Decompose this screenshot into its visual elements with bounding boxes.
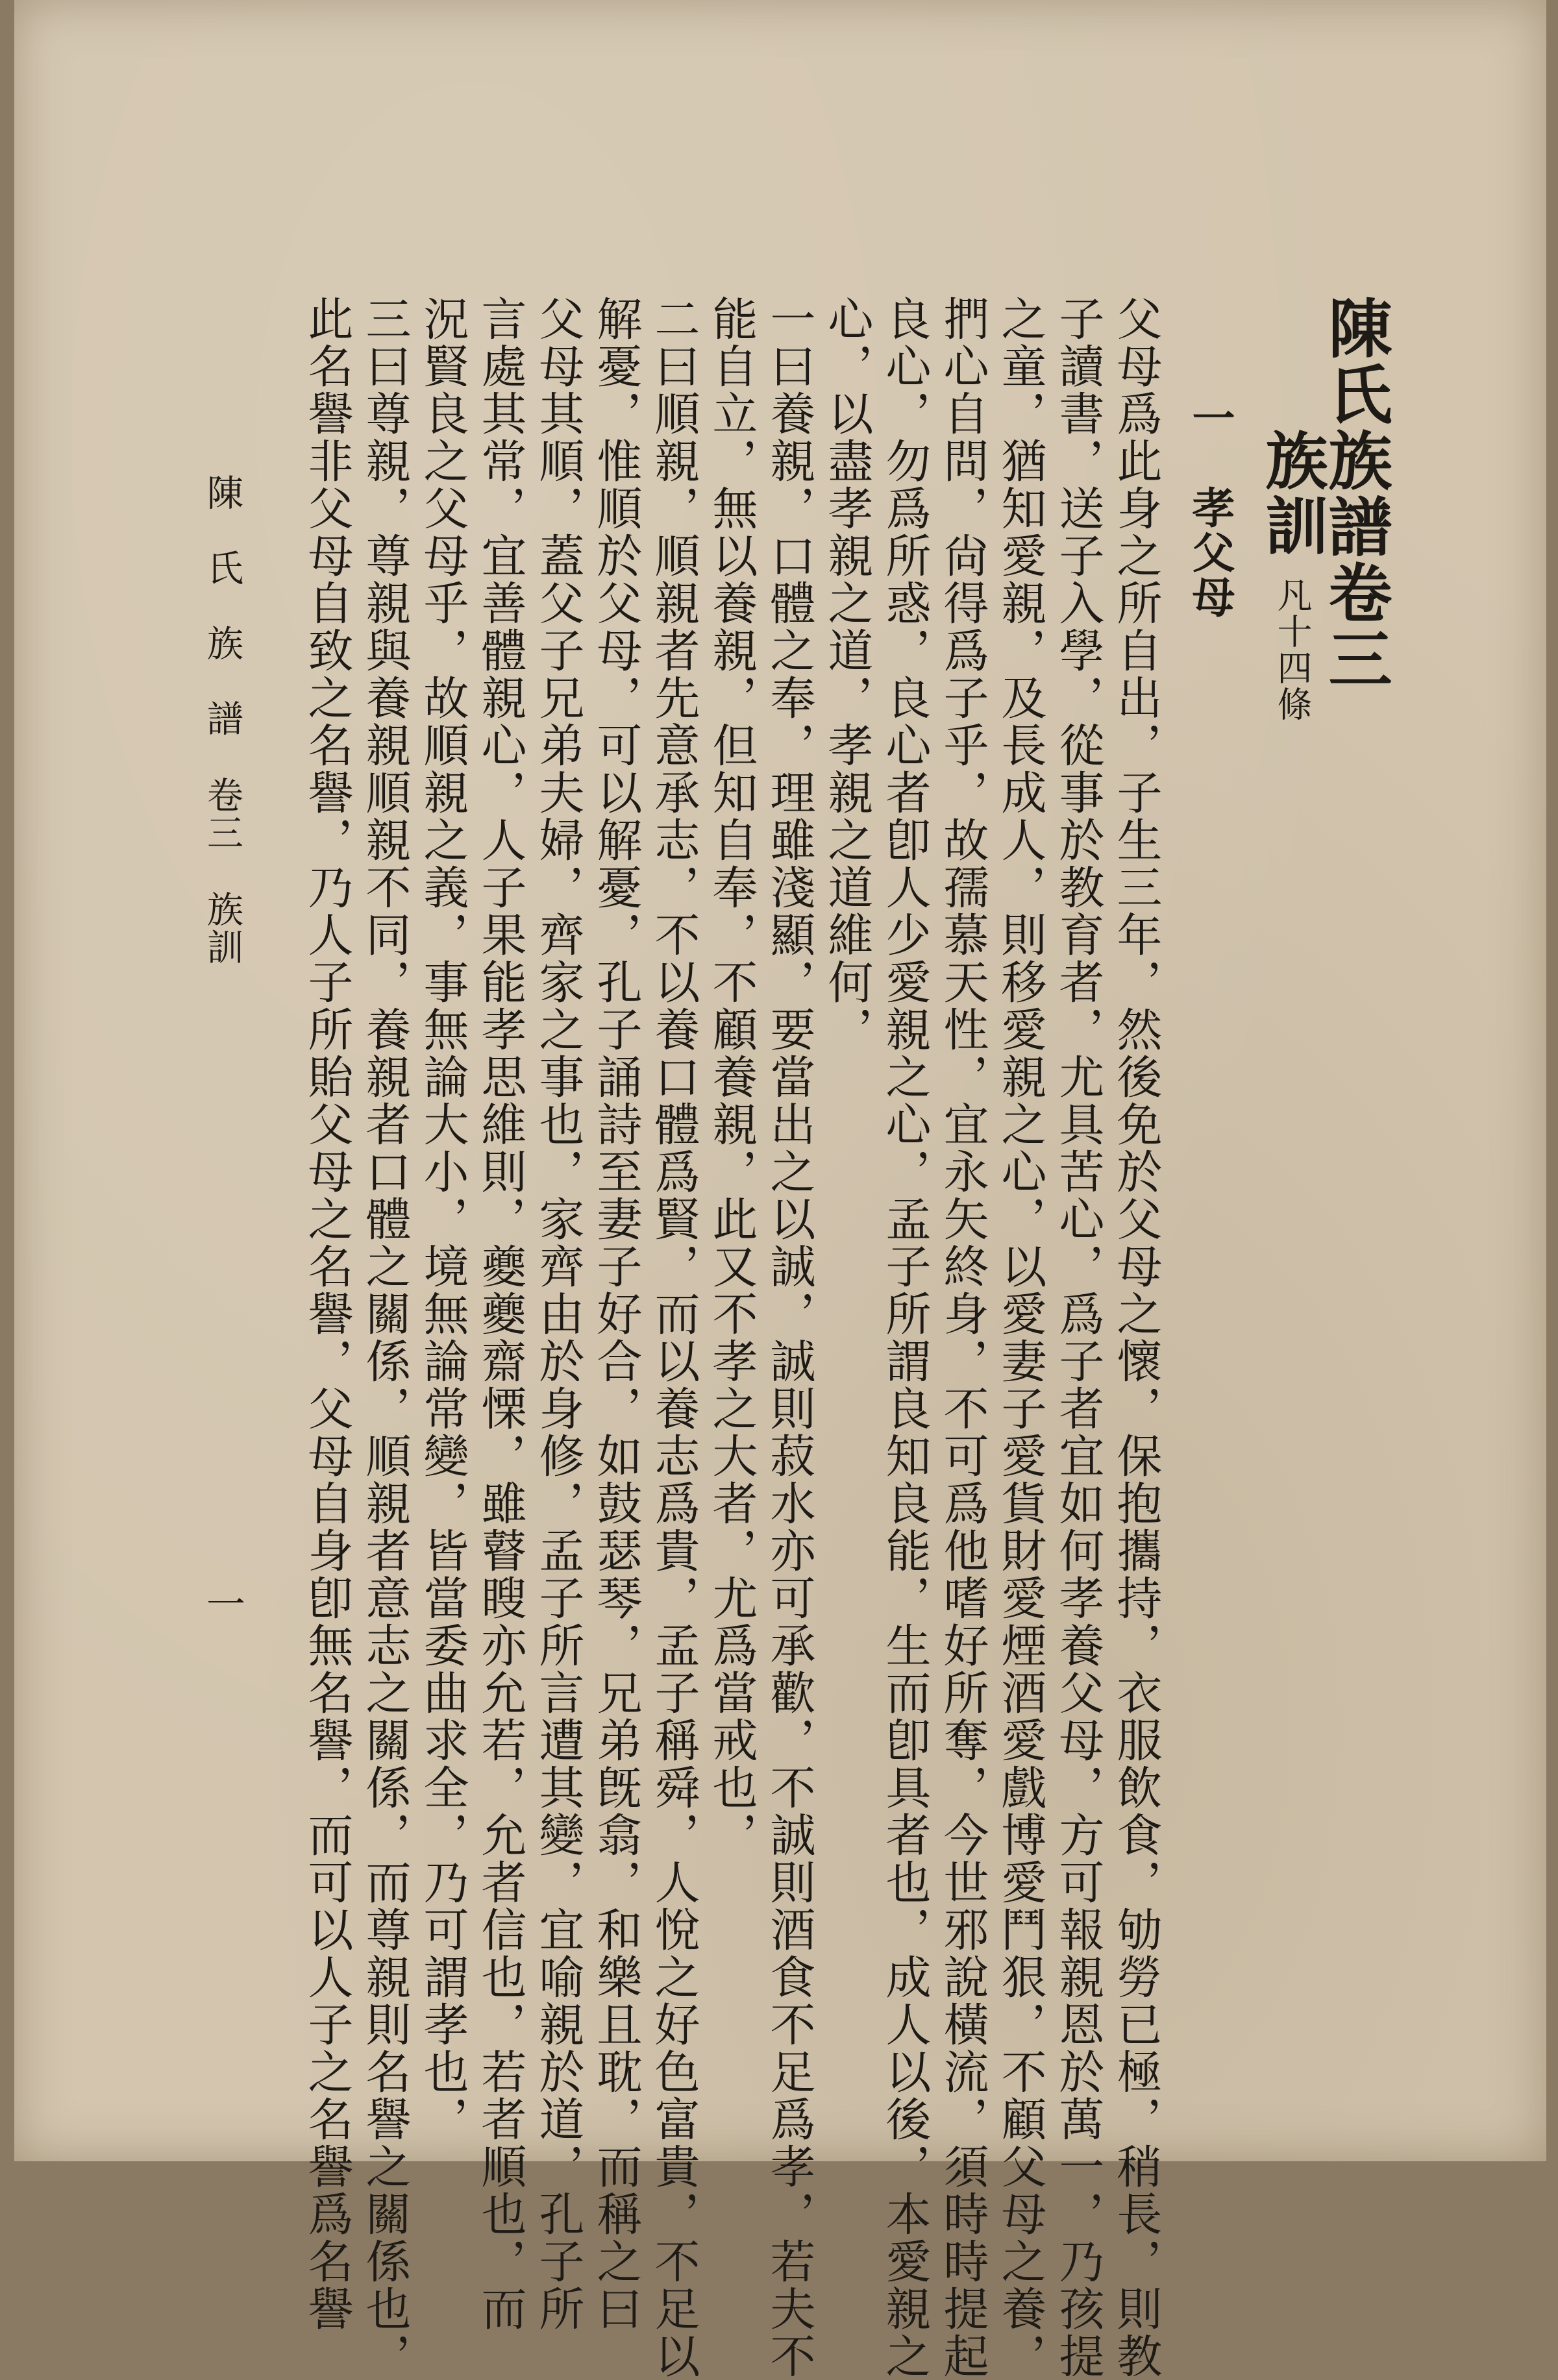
text-column: 言處其常，宜善體親心，人子果能孝思維則，夔夔齋慄，雖瞽瞍亦允若，允者信也，若者順也，而 — [474, 295, 527, 2333]
text-column: 子讀書，送子入學，從事於教育者，尤具苦心，爲子者宜如何孝養父母，方可報親恩於萬一，乃孩提 — [1052, 295, 1105, 2380]
text-column: 一曰養親，口體之奉，理雖淺顯，要當出之以誠，誠則菽水亦可承歡，不誠則酒食不足爲孝，若夫不 — [763, 295, 816, 2380]
text-column: 二曰順親，順親者先意承志，不以養口體爲賢，而以養志爲貴，孟子稱舜，人悅之好色富貴，不足以 — [647, 295, 700, 2380]
section-count: 凡十四條 — [1272, 577, 1313, 722]
text-column: 良心，勿爲所惑，良心者卽人少愛親之心，孟子所謂良知良能，生而卽具者也，成人以後，本愛親之 — [878, 295, 932, 2380]
item-heading: 一 孝父母 — [1185, 396, 1235, 620]
section-title: 族訓 — [1255, 428, 1329, 558]
text-column: 捫心自問，尙得爲子乎，故孺慕天性，宜永矢終身，不可爲他嗜好所奪，今世邪說橫流，須時時提起 — [936, 295, 989, 2380]
page-footer — [196, 474, 248, 1005]
book-title: 陳氏族譜卷三 — [1318, 295, 1392, 693]
page-number: 一 — [200, 1584, 245, 1623]
footer-volume: 卷三 — [201, 776, 243, 852]
text-column: 之童，猶知愛親，及長成人，則移愛親之心，以愛妻子愛貨財愛煙酒愛戲博愛鬥狠，不顧父母之養， — [994, 295, 1047, 2380]
footer-book-title: 陳 氏 族 譜 — [201, 474, 243, 737]
section-heading — [1248, 428, 1337, 722]
text-column: 況賢良之父母乎，故順親之義，事無論大小，境無論常變，皆當委曲求全，乃可謂孝也， — [416, 295, 469, 2143]
text-column: 能自立，無以養親，但知自奉，不顧養親，此又不孝之大者，尤爲當戒也， — [705, 295, 758, 1859]
text-column: 心，以盡孝親之道，孝親之道維何， — [821, 295, 874, 1053]
text-column: 父母爲此身之所自出，子生三年，然後免於父母之懷，保抱攜持，衣服飲食，劬勞已極，稍長，則教 — [1109, 295, 1163, 2380]
document-page — [14, 0, 1546, 2380]
text-column: 三曰尊親，尊親與養親順親不同，養親者口體之關係，順親者意志之關係，而尊親則名譽之關係也， — [358, 295, 412, 2380]
text-column: 解憂，惟順於父母，可以解憂，孔子誦詩至妻子好合，如鼓瑟琴，兄弟旣翕，和樂且耽，而稱之曰 — [589, 295, 643, 2333]
text-column: 父母其順，蓋父子兄弟夫婦，齊家之事也，家齊由於身修，孟子所言遭其變，宜喻親於道，孔子所 — [532, 295, 585, 2333]
footer-section: 族訓 — [201, 890, 243, 966]
text-column: 此名譽非父母自致之名譽，乃人子所貽父母之名譽，父母自身卽無名譽，而可以人子之名譽爲名譽 — [301, 295, 354, 2333]
